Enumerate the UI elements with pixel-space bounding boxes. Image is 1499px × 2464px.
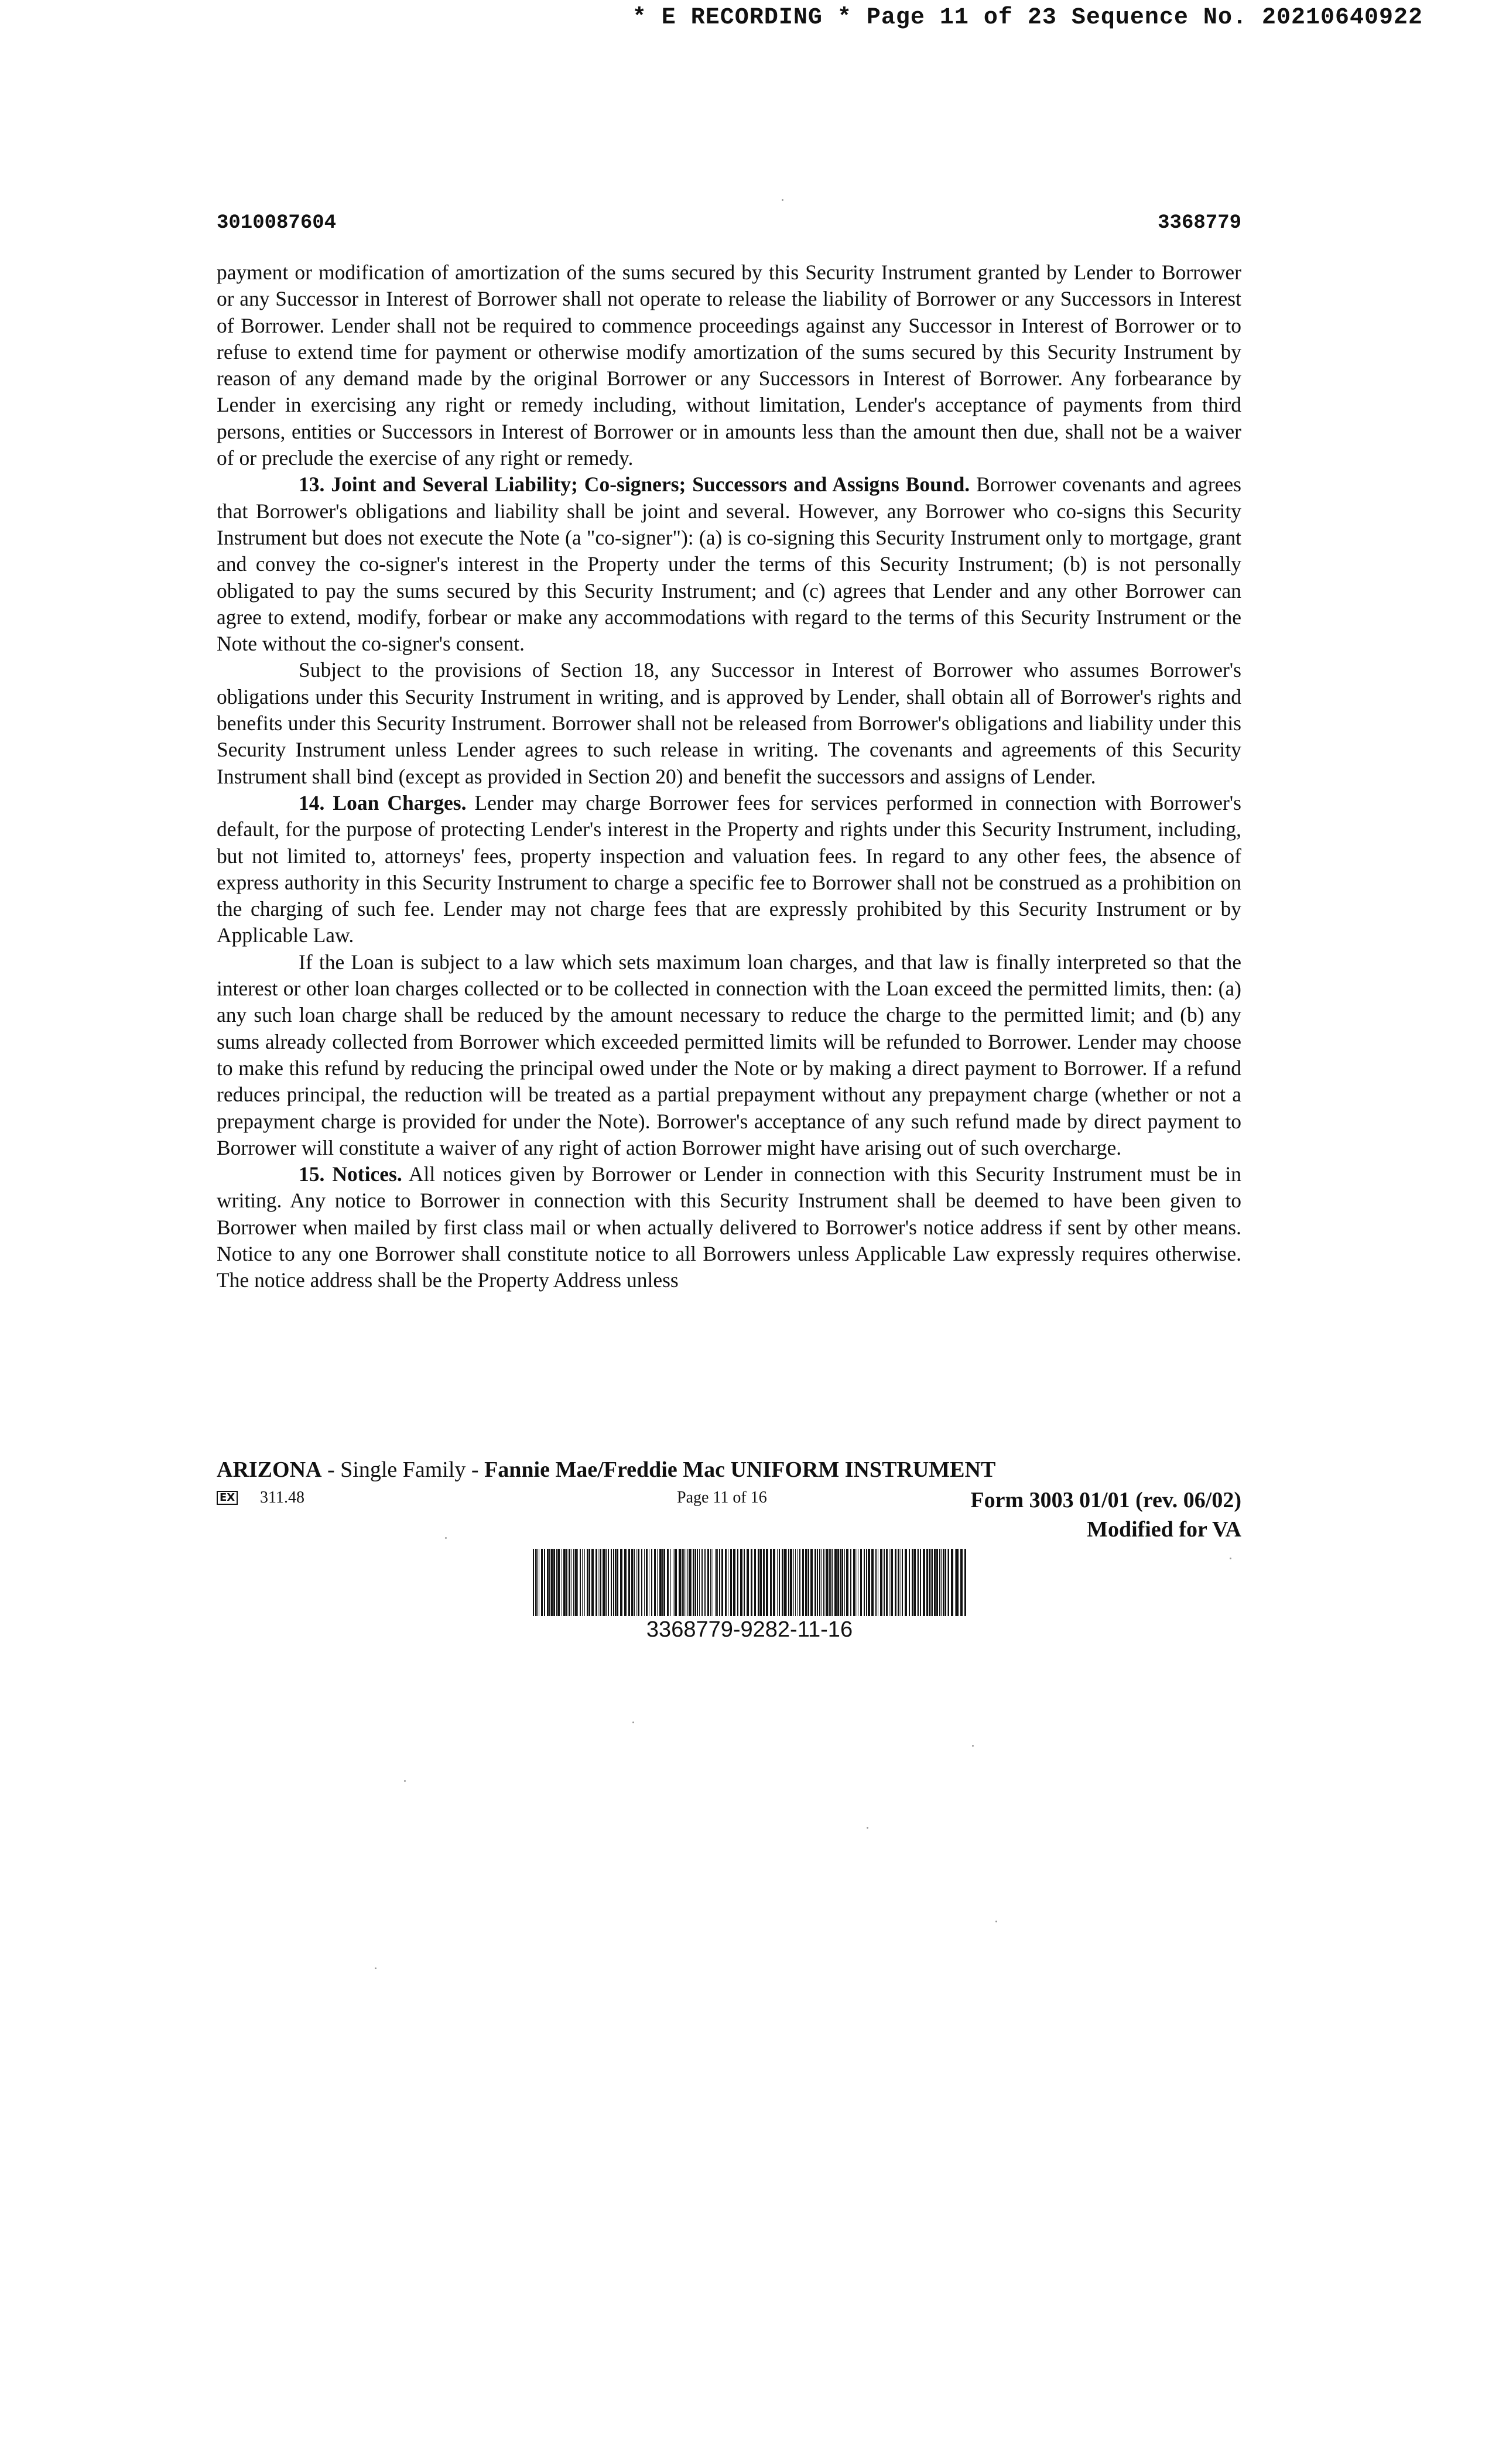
barcode-bar <box>956 1549 959 1616</box>
barcode-bar <box>541 1549 543 1616</box>
section-13-text: Borrower covenants and agrees that Borrower's obligations and liability shall be joint and several. However, any Borrower who co-signs this Security Instrument but does not execute the Note (a "co-signer"): (a) is co-signing this Security Instrument only to mortgage, grant and convey the co-signer's interest in the Property under the terms of this Security Instrument; (b) is not personally obligated to pay the sums secured by this Security Instrument; and (c) agrees that Lender and any other Borrower can agree to extend, modify, forbear or make any accommodations with regard to the terms of this Security Instrument or the Note without the co-signer's consent. <box>217 473 1241 656</box>
barcode-bar <box>850 1549 851 1616</box>
section-13 <box>217 471 1241 657</box>
scan-speck <box>782 199 783 201</box>
barcode-bar <box>951 1549 953 1616</box>
barcode-bar <box>536 1549 538 1616</box>
barcode-bar <box>557 1549 560 1616</box>
barcode-bar <box>790 1549 792 1616</box>
scan-speck <box>404 1780 406 1782</box>
scan-speck <box>445 1537 447 1539</box>
barcode-bar <box>763 1549 765 1616</box>
barcode-bar <box>580 1549 581 1616</box>
barcode-bar <box>788 1549 789 1616</box>
barcode-bar <box>535 1549 536 1616</box>
barcode-bar <box>704 1549 706 1616</box>
barcode-bar <box>547 1549 549 1616</box>
barcode-bar <box>591 1549 594 1616</box>
barcode-bar <box>777 1549 778 1616</box>
barcode-bar <box>663 1549 665 1616</box>
barcode-bar <box>603 1549 605 1616</box>
barcode-bar <box>596 1549 597 1616</box>
barcode-bar <box>920 1549 921 1616</box>
form-family: Single Family <box>340 1457 466 1482</box>
barcode-bar <box>941 1549 942 1616</box>
barcode-bar <box>667 1549 669 1616</box>
page-number: Page 11 of 16 <box>677 1488 767 1507</box>
barcode-bar <box>638 1549 639 1616</box>
barcode-bar <box>880 1549 882 1616</box>
barcode-bar <box>717 1549 718 1616</box>
form-state: ARIZONA <box>217 1457 322 1482</box>
barcode-bar <box>573 1549 574 1616</box>
barcode-bar <box>799 1549 800 1616</box>
barcode-bar <box>948 1549 949 1616</box>
barcode-bar <box>832 1549 833 1616</box>
barcode-bar <box>584 1549 585 1616</box>
scan-speck <box>867 1827 868 1829</box>
barcode-bar <box>964 1549 966 1616</box>
barcode-bar <box>719 1549 720 1616</box>
section-15-text: All notices given by Borrower or Lender in connection with this Security Instrument must be in writing. Any notice to Borrower in connection with this Security Instrument shall be deemed to have been given to Borrower when mailed by first class mail or when actually delivered to Borrower's notice address if sent by other means. Notice to any one Borrower shall constitute notice to all Borrowers unless Applicable Law expressly requires otherwise. The notice address shall be the Property Address unless <box>217 1162 1241 1292</box>
barcode-bar <box>773 1549 775 1616</box>
section-14-paragraph-2: If the Loan is subject to a law which sets maximum loan charges, and that law is finally interpreted so that the interest or other loan charges collected or to be collected in connection with the Loan exceed the permitted limits, then: (a) any such loan charge shall be reduced by the amount necessary to reduce the charge to the permitted limit; and (b) any sums already collected from Borrower which exceeded permitted limits will be refunded to Borrower. Lender may choose to make this refund by reducing the principal owed under the Note or by making a direct payment to Borrower. If a refund reduces principal, the reduction will be treated as a partial prepayment without any prepayment charge (whether or not a prepayment charge is provided for under the Note). Borrower's acceptance of any such refund made by direct payment to Borrower will constitute a waiver of any right of action Borrower might have arising out of such overcharge. <box>217 950 1241 1159</box>
barcode-bar <box>770 1549 772 1616</box>
barcode-bar <box>926 1549 928 1616</box>
barcode-bar <box>725 1549 727 1616</box>
barcode-bar <box>898 1549 899 1616</box>
barcode-bar <box>884 1549 885 1616</box>
barcode-bar <box>641 1549 642 1616</box>
scan-speck <box>972 1745 974 1747</box>
barcode-bar <box>866 1549 867 1616</box>
barcode-bar <box>605 1549 607 1616</box>
barcode-bar <box>721 1549 723 1616</box>
barcode-bar <box>754 1549 756 1616</box>
barcode-bar <box>683 1549 685 1616</box>
barcode-bar <box>615 1549 617 1616</box>
barcode-bar <box>733 1549 735 1616</box>
barcode-bar <box>955 1549 956 1616</box>
barcode-bar <box>841 1549 843 1616</box>
section-13-paragraph-2: Subject to the provisions of Section 18, any Successor in Interest of Borrower who assumes Borrower's obligations under this Security Instrument in writing, and is approved by Lender, shall obtain all of Borrower's rights and benefits under this Security Instrument. Borrower shall not be released from Borrower's obligations and liability under this Security Instrument unless Lender agrees to such release in writing. The covenants and agreements of this Security Instrument shall bind (except as provided in Section 20) and benefit the successors and assigns of Lender. <box>217 658 1241 788</box>
barcode-bar <box>759 1549 762 1616</box>
barcode-bar <box>886 1549 888 1616</box>
barcode-bar <box>675 1549 677 1616</box>
section-14-heading: 14. Loan Charges. <box>299 790 467 815</box>
document-number: 3368779 <box>1158 212 1241 234</box>
barcode-bar <box>654 1549 656 1616</box>
form-code: 311.48 <box>260 1488 304 1507</box>
barcode-bar <box>905 1549 907 1616</box>
barcode-bar <box>730 1549 732 1616</box>
barcode-bar <box>779 1549 780 1616</box>
barcode-bar <box>909 1549 910 1616</box>
barcode-bar <box>766 1549 768 1616</box>
barcode-bar <box>662 1549 663 1616</box>
barcode-bar <box>644 1549 645 1616</box>
barcode-bar <box>620 1549 622 1616</box>
barcode-bar <box>577 1549 578 1616</box>
barcode-bar <box>679 1549 681 1616</box>
scan-speck <box>375 1967 377 1969</box>
barcode-bar <box>853 1549 855 1616</box>
barcode-number: 3368779-9282-11-16 <box>646 1617 853 1642</box>
barcode-bar <box>682 1549 683 1616</box>
scan-speck <box>632 1722 634 1723</box>
barcode-bar <box>939 1549 940 1616</box>
barcode-bar <box>588 1549 590 1616</box>
barcode-bar <box>810 1549 813 1616</box>
barcode-bar <box>556 1549 557 1616</box>
barcode-bar <box>595 1549 596 1616</box>
barcode-bar <box>860 1549 862 1616</box>
barcode-bar <box>575 1549 577 1616</box>
barcode-bar <box>929 1549 930 1616</box>
barcode-bar <box>819 1549 820 1616</box>
form-title-separator: - <box>466 1457 485 1482</box>
form-instrument: Fannie Mae/Freddie Mac UNIFORM INSTRUMENT <box>484 1457 996 1482</box>
barcode-bar <box>782 1549 783 1616</box>
barcode-bar <box>917 1549 918 1616</box>
barcode-bar <box>751 1549 752 1616</box>
barcode-bar <box>793 1549 794 1616</box>
barcode-bar <box>891 1549 893 1616</box>
barcode-bar <box>875 1549 877 1616</box>
barcode-bar <box>815 1549 816 1616</box>
document-body <box>217 259 1241 1294</box>
barcode-bar <box>549 1549 550 1616</box>
barcode-bar <box>566 1549 567 1616</box>
barcode-bar <box>837 1549 839 1616</box>
section-15 <box>217 1161 1241 1293</box>
barcode-bar <box>553 1549 555 1616</box>
paragraph-continuation: payment or modification of amortization of the sums secured by this Security Instrument granted by Lender to Borrower or any Successor in Interest of Borrower shall not operate to release the liability of Borrower or any Successors in Interest of Borrower. Lender shall not be required to commence proceedings against any Successor in Interest of Borrower or to refuse to extend time for payment or otherwise modify amortization of the sums secured by this Security Instrument by reason of any demand made by the original Borrower or any Successors in Interest of Borrower. Any forbearance by Lender in exercising any right or remedy including, without limitation, Lender's acceptance of payments from third persons, entities or Successors in Interest of Borrower or in amounts less than the amount then due, shall not be a waiver of or preclude the exercise of any right or remedy. <box>217 261 1241 470</box>
barcode-bar <box>674 1549 675 1616</box>
barcode-bar <box>864 1549 865 1616</box>
barcode-bar <box>587 1549 588 1616</box>
barcode-bar <box>634 1549 635 1616</box>
barcode-bar <box>943 1549 944 1616</box>
barcode-bar <box>657 1549 658 1616</box>
barcode-bar <box>923 1549 925 1616</box>
barcode-bar <box>544 1549 545 1616</box>
barcode-bar <box>697 1549 698 1616</box>
section-14-text: Lender may charge Borrower fees for services performed in connection with Borrower's default, for the purpose of protecting Lender's interest in the Property and rights under this Security Instrument, including, but not limited to, attorneys' fees, property inspection and valuation fees. In regard to any other fees, the absence of express authority in this Security Instrument to charge a specific fee to Borrower shall not be construed as a prohibition on the charging of such fee. Lender may not charge fees that are expressly prohibited by this Security Instrument or by Applicable Law. <box>217 790 1241 947</box>
barcode-bar <box>737 1549 738 1616</box>
barcode-bar <box>628 1549 630 1616</box>
barcode-bar <box>608 1549 609 1616</box>
modified-note: Modified for VA <box>1087 1517 1241 1542</box>
barcode-bar <box>817 1549 818 1616</box>
loan-number: 3010087604 <box>217 212 337 234</box>
barcode-bar <box>823 1549 824 1616</box>
barcode-bar <box>902 1549 903 1616</box>
barcode-bar <box>689 1549 691 1616</box>
barcode-bar <box>797 1549 798 1616</box>
barcode-bar <box>582 1549 583 1616</box>
barcode-bar <box>646 1549 648 1616</box>
barcode-bar <box>913 1549 916 1616</box>
barcode-bar <box>715 1549 716 1616</box>
barcode-bar <box>795 1549 796 1616</box>
barcode-bar <box>830 1549 831 1616</box>
section-13-heading: 13. Joint and Several Liability; Co-signers; Successors and Assigns Bound. <box>299 473 970 497</box>
barcode-bar <box>710 1549 711 1616</box>
barcode-bar <box>740 1549 742 1616</box>
barcode-bar <box>840 1549 841 1616</box>
barcode-bar <box>844 1549 845 1616</box>
barcode-bar <box>805 1549 807 1616</box>
barcode-bar <box>960 1549 963 1616</box>
barcode-bar <box>846 1549 848 1616</box>
barcode-bar <box>613 1549 614 1616</box>
barcode-bar <box>631 1549 633 1616</box>
barcode-bar <box>551 1549 553 1616</box>
barcode-bar <box>747 1549 749 1616</box>
barcode-bar <box>707 1549 709 1616</box>
barcode-bar <box>786 1549 787 1616</box>
barcode-bar <box>829 1549 830 1616</box>
barcode-bar <box>716 1549 717 1616</box>
barcode-bar <box>784 1549 786 1616</box>
barcode-bar <box>826 1549 828 1616</box>
barcode-bar <box>821 1549 822 1616</box>
form-number: Form 3003 01/01 (rev. 06/02) <box>970 1488 1241 1512</box>
barcode-bar <box>868 1549 870 1616</box>
barcode-bar <box>912 1549 913 1616</box>
barcode-bar <box>871 1549 874 1616</box>
section-15-heading: 15. Notices. <box>299 1162 402 1186</box>
barcode-bar <box>651 1549 652 1616</box>
barcode-bar <box>611 1549 612 1616</box>
barcode-bar <box>695 1549 696 1616</box>
form-footer <box>217 1487 1241 1517</box>
barcode-bar <box>533 1549 534 1616</box>
barcode-bar <box>918 1549 919 1616</box>
form-title-separator: - <box>321 1457 341 1482</box>
barcode-bar <box>808 1549 809 1616</box>
recording-header: * E RECORDING * Page 11 of 23 Sequence No. 20210640922 <box>632 5 1423 31</box>
barcode-bar <box>687 1549 688 1616</box>
barcode-bar <box>936 1549 938 1616</box>
barcode-bar <box>744 1549 745 1616</box>
barcode-bar <box>701 1549 703 1616</box>
barcode-bar <box>699 1549 700 1616</box>
barcode-bar <box>930 1549 932 1616</box>
barcode-bar <box>659 1549 662 1616</box>
barcode-bar <box>693 1549 694 1616</box>
barcode-bar <box>932 1549 933 1616</box>
barcode-bar <box>934 1549 936 1616</box>
section-14 <box>217 790 1241 949</box>
barcode-bar <box>895 1549 896 1616</box>
barcode-bar <box>802 1549 804 1616</box>
barcode-bar <box>600 1549 601 1616</box>
barcode <box>533 1549 966 1616</box>
form-title <box>217 1457 995 1483</box>
publisher-logo: EX <box>217 1491 238 1505</box>
reference-numbers <box>217 212 1241 234</box>
barcode-bar <box>944 1549 946 1616</box>
barcode-bar <box>617 1549 618 1616</box>
barcode-bar <box>624 1549 627 1616</box>
barcode-bar <box>758 1549 759 1616</box>
barcode-bar <box>670 1549 671 1616</box>
barcode-bar <box>834 1549 837 1616</box>
barcode-bar <box>563 1549 566 1616</box>
scan-speck <box>1230 1558 1231 1559</box>
barcode-bar <box>569 1549 570 1616</box>
scan-speck <box>995 1921 997 1922</box>
